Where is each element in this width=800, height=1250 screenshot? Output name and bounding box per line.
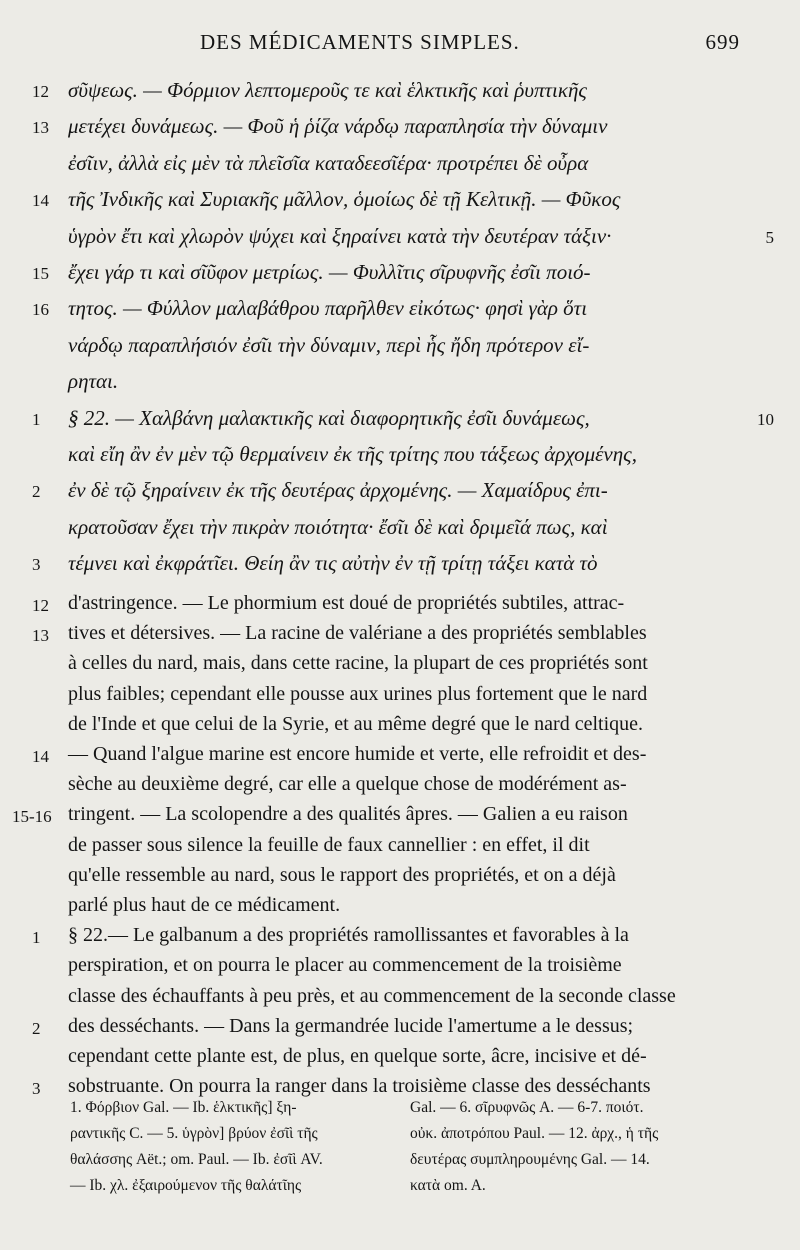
greek-text: τητος. — Φύλλον μαλαβάθρου παρῆλθεν εἰκότως· φησὶ γὰρ ὅτι — [68, 296, 588, 321]
french-line — [68, 894, 770, 917]
footnote-line: θαλάσσης Aët.; om. Paul. — Ib. ἐσῖὶ AV. — [70, 1151, 323, 1168]
footnote-line: οὐκ. ἀποτρόπου Paul. — 12. ἀρχ., ἡ τῆς — [410, 1125, 659, 1142]
greek-line — [68, 442, 770, 467]
french-text: perspiration, et on pourra le placer au commencement de la troisième — [68, 954, 622, 977]
left-line-number: 15-16 — [12, 807, 52, 827]
greek-text: ρηται. — [68, 369, 119, 394]
greek-text: § 22. — Χαλβάνη μαλακτικῆς καὶ διαφορητικῆς ἐσῖι δυνάμεως, — [68, 405, 590, 430]
greek-line — [32, 114, 770, 139]
french-line — [32, 622, 770, 646]
greek-text: κρατοῦσαν ἔχει τὴν πικρὰν ποιότητα· ἔσῖι δὲ καὶ δριμεῖά πως, καὶ — [68, 514, 608, 539]
left-line-number: 13 — [32, 626, 49, 646]
french-line — [12, 803, 770, 827]
french-text: de l'Inde et que celui de la Syrie, et au même degré que le nard celtique. — [68, 712, 644, 735]
greek-line — [68, 369, 770, 394]
footnote-line: κατὰ om. A. — [410, 1177, 486, 1194]
footnotes-left-column — [70, 1095, 400, 1199]
french-text: — Quand l'algue marine est encore humide et verte, elle refroidit et des- — [68, 743, 647, 765]
french-line — [68, 834, 770, 857]
french-text: § 22.— Le galbanum a des propriétés ramollissantes et favorables à la — [68, 924, 629, 947]
french-text: d'astringence. — Le phormium est doué de propriétés subtiles, attrac- — [68, 592, 625, 614]
left-line-number: 15 — [32, 264, 49, 283]
left-line-number: 14 — [32, 747, 49, 766]
left-line-number: 13 — [32, 118, 49, 138]
greek-text: τῆς Ἰνδικῆς καὶ Συριακῆς μᾶλλον, ὁμοίως δὲ τῇ Κελτικῇ. — Φῦκος — [68, 187, 621, 212]
french-text: sobstruante. On pourra la ranger dans la troisième classe des desséchants — [68, 1075, 651, 1098]
left-line-number: 14 — [32, 191, 49, 211]
left-line-number: 1 — [32, 928, 41, 948]
greek-text: σῦψεως. — Φόρμιον λεπτομεροῦς τε καὶ ἑλκτικῆς καὶ ῥυπτικῆς — [68, 78, 587, 102]
french-text: sèche au deuxième degré, car elle a quelque chose de modérément as- — [68, 773, 627, 796]
left-line-number: 12 — [32, 596, 49, 615]
footnote-line: Gal. — 6. σῖρυφνῶς A. — 6-7. ποιότ. — [410, 1099, 644, 1116]
greek-line — [32, 78, 770, 103]
french-line — [68, 864, 770, 887]
french-text: plus faibles; cependant elle pousse aux urines plus fortement que le nard — [68, 682, 648, 705]
footnote-line: ραντικῆς C. — 5. ὑγρὸν] βρύον ἐσῖὶ τῆς — [70, 1125, 318, 1142]
left-line-number: 1 — [32, 409, 41, 429]
footnote-line: — Ib. χλ. ἐξαιρούμενον τῆς θαλάτῖης — [70, 1177, 302, 1194]
greek-text: καὶ εἴη ἂν ἐν μὲν τῷ θερμαίνειν ἐκ τῆς τρίτης που τάξεως ἀρχομένης, — [68, 442, 637, 466]
greek-text: ἐσῖιν, ἀλλὰ εἰς μὲν τὰ πλεῖσῖα καταδεεσῖέρα· προτρέπει δὲ οὖρα — [68, 150, 589, 175]
left-line-number: 3 — [32, 1079, 41, 1099]
page-number: 699 — [705, 30, 740, 54]
greek-text: μετέχει δυνάμεως. — Φοῦ ἡ ῥίζα νάρδῳ παραπλησία τὴν δύναμιν — [68, 114, 608, 139]
running-header — [200, 30, 740, 60]
french-line — [32, 1014, 770, 1038]
french-line — [68, 713, 770, 736]
greek-line — [68, 515, 770, 540]
french-text: qu'elle ressemble au nard, sous le rapport des propriétés, et on a déjà — [68, 863, 616, 886]
left-line-number: 16 — [32, 300, 49, 320]
french-line — [68, 652, 770, 675]
french-text: de passer sous silence la feuille de faux cannellier : en effet, il dit — [68, 833, 590, 856]
footnotes — [70, 1095, 770, 1245]
greek-line — [68, 333, 770, 358]
french-line — [68, 954, 770, 977]
left-line-number: 2 — [32, 482, 41, 502]
french-text: des desséchants. — Dans la germandrée lucide l'amertume a le dessus; — [68, 1014, 634, 1037]
french-text: classe des échauffants à peu près, et au commencement de la seconde classe — [68, 984, 676, 1007]
greek-line — [32, 405, 774, 431]
right-line-number: 10 — [757, 409, 774, 429]
french-line — [32, 592, 770, 615]
footnote-line: 1. Φόρβιον Gal. — Ib. ἑλκτικῆς] ξη- — [70, 1099, 297, 1116]
right-line-number: 5 — [765, 227, 774, 247]
french-text: tives et détersives. — La racine de valériane a des propriétés semblables — [68, 622, 647, 645]
french-text: à celles du nard, mais, dans cette racine, la plupart de ces propriétés sont — [68, 652, 648, 675]
greek-text: ὑγρὸν ἔτι καὶ χλωρὸν ψύχει καὶ ξηραίνει κατὰ τὴν δευτέραν τάξιν· — [68, 223, 612, 248]
page-title: DES MÉDICAMENTS SIMPLES. — [200, 30, 520, 54]
french-line — [68, 683, 770, 706]
greek-text: νάρδῳ παραπλήσιόν ἐσῖι τὴν δύναμιν, περὶ ἧς ἤδη πρότερον εἴ- — [68, 332, 590, 357]
french-line — [68, 985, 770, 1008]
footnote-line: δευτέρας συμπληρουμένης Gal. — 14. — [410, 1151, 650, 1168]
footnotes-right-column — [410, 1095, 740, 1199]
french-text: parlé plus haut de ce médicament. — [68, 894, 341, 916]
greek-line — [32, 260, 770, 285]
greek-text: τέμνει καὶ ἐκφράτῖει. Θείη ἂν τις αὐτὴν ἐν τῇ τρίτῃ τάξει κατὰ τὸ — [68, 551, 598, 576]
greek-line — [32, 478, 770, 503]
greek-line — [32, 187, 770, 212]
greek-line — [32, 551, 770, 576]
greek-text: ἐν δὲ τῷ ξηραίνειν ἐκ τῆς δευτέρας ἀρχομένης. — Χαμαίδρυς ἐπι- — [68, 478, 608, 503]
french-line — [32, 743, 770, 766]
greek-line — [32, 296, 770, 321]
french-line — [32, 924, 770, 948]
greek-text: ἔχει γάρ τι καὶ σῖῦφον μετρίως. — Φυλλῖτις σῖρυφνῆς ἐσῖι ποιό- — [68, 260, 591, 284]
left-line-number: 2 — [32, 1018, 41, 1038]
left-line-number: 3 — [32, 555, 41, 575]
greek-line — [68, 223, 774, 249]
greek-line — [68, 151, 770, 176]
french-text: cependant cette plante est, de plus, en quelque sorte, âcre, incisive et dé- — [68, 1045, 647, 1067]
french-text: tringent. — La scolopendre a des qualités âpres. — Galien a eu raison — [68, 803, 628, 826]
left-line-number: 12 — [32, 82, 49, 101]
french-line — [68, 1045, 770, 1068]
french-line — [68, 773, 770, 796]
